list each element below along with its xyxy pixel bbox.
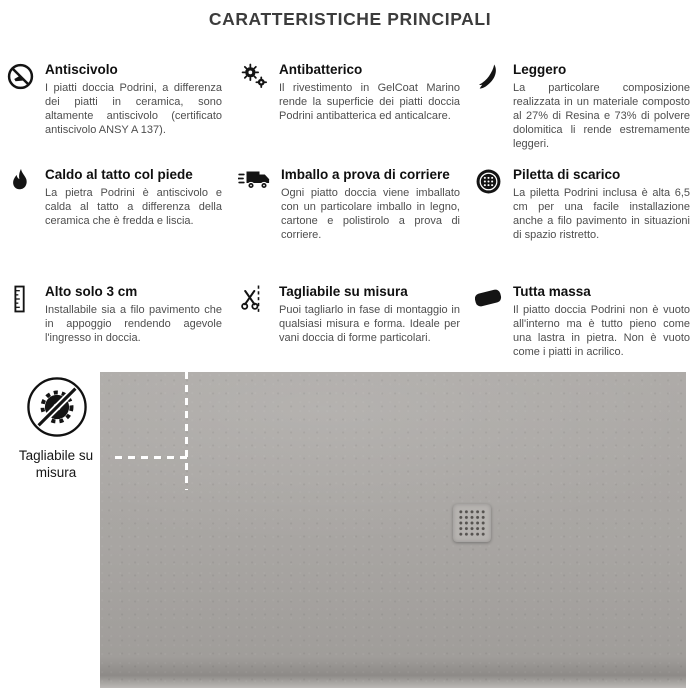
scissors-icon: [238, 284, 270, 345]
no-slip-icon: [4, 62, 36, 137]
ruler-icon: [4, 284, 36, 345]
feature-antibatterico: [238, 62, 460, 123]
page-title: CARATTERISTICHE PRINCIPALI: [208, 9, 492, 29]
badge-label: Tagliabile su misura: [18, 448, 94, 480]
feature-text: La particolare composizione realizzata in un materiale composto al 27% di Resina e 73% di polvere dolomitica li rende estremamente leggeri.: [513, 82, 690, 151]
feature-alto-3cm: [4, 284, 222, 345]
feature-title: Antibatterico: [279, 62, 363, 77]
delivery-truck-icon: [238, 167, 272, 242]
feature-text: Installabile sia a filo pavimento che in appoggio rendendo agevole l'ingresso in doccia.: [45, 304, 222, 345]
feature-imballo: [238, 167, 460, 242]
feature-piletta: [472, 167, 690, 242]
feature-leggero: [472, 62, 690, 151]
feather-icon: [472, 62, 504, 151]
feature-title: Antiscivolo: [45, 62, 118, 77]
feature-antiscivolo: [4, 62, 222, 137]
feature-title: Imballo a prova di corriere: [281, 167, 450, 182]
feature-caldo-al-tatto: [4, 167, 222, 228]
feature-text: I piatti doccia Podrini, a differenza dei piatti in ceramica, sono altamente antiscivolo (certificato antiscivolo ANSY A 137).: [45, 82, 222, 137]
feature-text: La piletta Podrini inclusa è alta 6,5 cm per una facile installazione anche a filo pavimento in situazioni di spazio ristretto.: [513, 187, 690, 242]
antibacterial-icon: [238, 62, 270, 123]
feature-tagliabile: [238, 284, 460, 345]
cut-line-horizontal: [115, 456, 187, 459]
feature-text: Puoi tagliarlo in fase di montaggio in qualsiasi misura e forma. Ideale per vani doccia di forme particolari.: [279, 304, 460, 345]
feature-title: Tutta massa: [513, 284, 591, 299]
feature-tutta-massa: [472, 284, 690, 359]
drain-icon: [472, 167, 504, 242]
feature-text: Ogni piatto doccia viene imballato con un particolare imballo in legno, cartone e polistirolo a prova di corriere.: [281, 187, 460, 242]
feature-text: Il piatto doccia Podrini non è vuoto all'interno ma è tutto pieno come una lastra in pietra. Non è vuoto come i piatti in acrilico.: [513, 304, 690, 359]
solid-slab-icon: [472, 284, 504, 359]
cut-line-vertical: [185, 372, 188, 490]
feature-title: Piletta di scarico: [513, 167, 621, 182]
feature-text: La pietra Podrini è antiscivolo e calda al tatto a differenza della ceramica che è fredda e liscia.: [45, 187, 222, 228]
feature-title: Alto solo 3 cm: [45, 284, 138, 299]
feature-title: Leggero: [513, 62, 567, 77]
saw-blade-cut-icon: [26, 376, 88, 438]
feature-text: Il rivestimento in GelCoat Marino rende la superficie dei piatti doccia Podrini antibatterica ed anticalcare.: [279, 82, 460, 123]
drain-grate: [453, 504, 491, 542]
feature-title: Caldo al tatto col piede: [45, 167, 193, 182]
feature-title: Tagliabile su misura: [279, 284, 408, 299]
shower-tray-photo: [100, 372, 686, 688]
flame-icon: [4, 167, 36, 228]
drain-holes-pattern: [458, 509, 486, 537]
